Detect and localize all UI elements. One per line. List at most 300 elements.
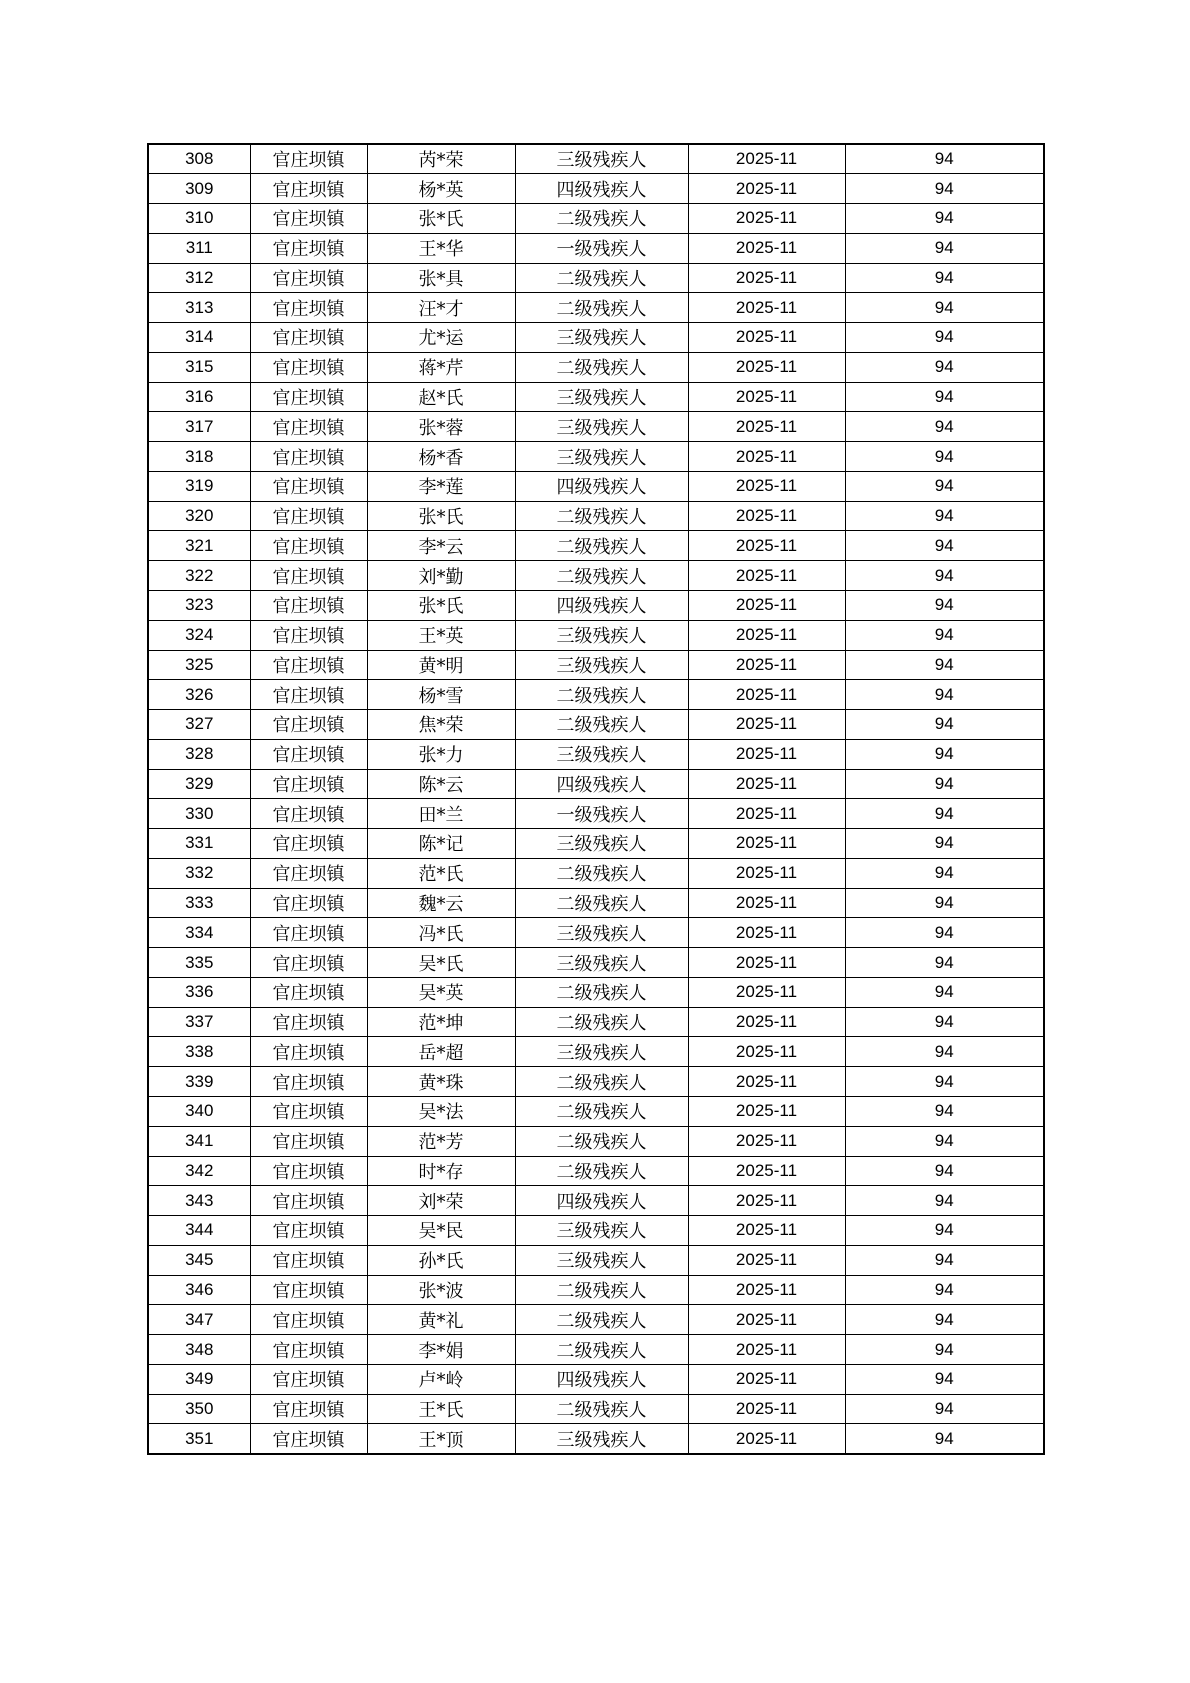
cell-month: 2025-11	[688, 888, 845, 918]
cell-town: 官庄坝镇	[250, 1305, 367, 1335]
cell-index: 349	[148, 1364, 250, 1394]
cell-name: 王*顶	[367, 1424, 515, 1454]
table-row	[148, 1424, 1044, 1454]
cell-level: 二级残疾人	[515, 680, 688, 710]
cell-town: 官庄坝镇	[250, 442, 367, 472]
cell-name: 岳*超	[367, 1037, 515, 1067]
cell-level: 二级残疾人	[515, 1156, 688, 1186]
table-row	[148, 590, 1044, 620]
cell-amount: 94	[845, 442, 1044, 472]
cell-town: 官庄坝镇	[250, 501, 367, 531]
table-row	[148, 1245, 1044, 1275]
cell-level: 二级残疾人	[515, 352, 688, 382]
cell-index: 326	[148, 680, 250, 710]
cell-amount: 94	[845, 1007, 1044, 1037]
cell-town: 官庄坝镇	[250, 263, 367, 293]
cell-town: 官庄坝镇	[250, 977, 367, 1007]
cell-index: 329	[148, 769, 250, 799]
cell-level: 四级残疾人	[515, 769, 688, 799]
cell-name: 王*氏	[367, 1394, 515, 1424]
cell-amount: 94	[845, 263, 1044, 293]
cell-month: 2025-11	[688, 858, 845, 888]
cell-level: 三级残疾人	[515, 1424, 688, 1454]
cell-amount: 94	[845, 501, 1044, 531]
benefits-table	[147, 143, 1045, 1455]
cell-name: 杨*英	[367, 174, 515, 204]
cell-month: 2025-11	[688, 1126, 845, 1156]
cell-amount: 94	[845, 590, 1044, 620]
cell-index: 313	[148, 293, 250, 323]
cell-amount: 94	[845, 680, 1044, 710]
cell-name: 吴*氏	[367, 948, 515, 978]
cell-level: 二级残疾人	[515, 977, 688, 1007]
cell-town: 官庄坝镇	[250, 1126, 367, 1156]
cell-name: 李*云	[367, 531, 515, 561]
cell-name: 刘*勤	[367, 561, 515, 591]
table-row	[148, 1067, 1044, 1097]
cell-month: 2025-11	[688, 590, 845, 620]
table-row	[148, 233, 1044, 263]
cell-level: 一级残疾人	[515, 799, 688, 829]
table-row	[148, 382, 1044, 412]
cell-town: 官庄坝镇	[250, 1097, 367, 1127]
cell-town: 官庄坝镇	[250, 680, 367, 710]
cell-level: 三级残疾人	[515, 1216, 688, 1246]
cell-town: 官庄坝镇	[250, 412, 367, 442]
cell-name: 范*芳	[367, 1126, 515, 1156]
cell-index: 331	[148, 829, 250, 859]
cell-town: 官庄坝镇	[250, 1216, 367, 1246]
cell-month: 2025-11	[688, 382, 845, 412]
cell-level: 二级残疾人	[515, 1305, 688, 1335]
cell-index: 333	[148, 888, 250, 918]
cell-level: 三级残疾人	[515, 829, 688, 859]
cell-amount: 94	[845, 888, 1044, 918]
table-row	[148, 829, 1044, 859]
cell-month: 2025-11	[688, 323, 845, 353]
cell-name: 张*氏	[367, 501, 515, 531]
table-row	[148, 1216, 1044, 1246]
cell-town: 官庄坝镇	[250, 1275, 367, 1305]
cell-level: 二级残疾人	[515, 1007, 688, 1037]
cell-index: 322	[148, 561, 250, 591]
cell-index: 351	[148, 1424, 250, 1454]
cell-amount: 94	[845, 620, 1044, 650]
cell-amount: 94	[845, 323, 1044, 353]
cell-index: 344	[148, 1216, 250, 1246]
cell-amount: 94	[845, 1126, 1044, 1156]
cell-amount: 94	[845, 1394, 1044, 1424]
cell-amount: 94	[845, 858, 1044, 888]
cell-name: 张*蓉	[367, 412, 515, 442]
cell-month: 2025-11	[688, 174, 845, 204]
table-row	[148, 1126, 1044, 1156]
table-row	[148, 918, 1044, 948]
cell-month: 2025-11	[688, 977, 845, 1007]
cell-level: 三级残疾人	[515, 382, 688, 412]
table-row	[148, 1156, 1044, 1186]
cell-month: 2025-11	[688, 471, 845, 501]
cell-name: 张*力	[367, 739, 515, 769]
cell-month: 2025-11	[688, 1424, 845, 1454]
cell-month: 2025-11	[688, 1156, 845, 1186]
cell-month: 2025-11	[688, 233, 845, 263]
cell-amount: 94	[845, 1364, 1044, 1394]
cell-town: 官庄坝镇	[250, 471, 367, 501]
cell-amount: 94	[845, 650, 1044, 680]
cell-name: 吴*民	[367, 1216, 515, 1246]
cell-town: 官庄坝镇	[250, 590, 367, 620]
cell-month: 2025-11	[688, 1216, 845, 1246]
table-row	[148, 948, 1044, 978]
table-row	[148, 1097, 1044, 1127]
table-row	[148, 442, 1044, 472]
cell-amount: 94	[845, 174, 1044, 204]
cell-name: 吴*法	[367, 1097, 515, 1127]
cell-index: 332	[148, 858, 250, 888]
cell-month: 2025-11	[688, 1275, 845, 1305]
cell-index: 323	[148, 590, 250, 620]
cell-name: 魏*云	[367, 888, 515, 918]
cell-level: 二级残疾人	[515, 293, 688, 323]
table-row	[148, 977, 1044, 1007]
cell-month: 2025-11	[688, 501, 845, 531]
table-row	[148, 174, 1044, 204]
cell-amount: 94	[845, 233, 1044, 263]
cell-index: 308	[148, 144, 250, 174]
cell-town: 官庄坝镇	[250, 1394, 367, 1424]
cell-index: 347	[148, 1305, 250, 1335]
cell-amount: 94	[845, 1216, 1044, 1246]
cell-town: 官庄坝镇	[250, 829, 367, 859]
cell-amount: 94	[845, 1186, 1044, 1216]
cell-level: 三级残疾人	[515, 144, 688, 174]
cell-index: 314	[148, 323, 250, 353]
cell-month: 2025-11	[688, 1037, 845, 1067]
cell-month: 2025-11	[688, 1245, 845, 1275]
cell-index: 334	[148, 918, 250, 948]
cell-month: 2025-11	[688, 1394, 845, 1424]
cell-town: 官庄坝镇	[250, 858, 367, 888]
cell-amount: 94	[845, 144, 1044, 174]
cell-name: 蒋*芹	[367, 352, 515, 382]
cell-town: 官庄坝镇	[250, 531, 367, 561]
table-row	[148, 1305, 1044, 1335]
cell-name: 杨*香	[367, 442, 515, 472]
cell-amount: 94	[845, 948, 1044, 978]
cell-amount: 94	[845, 977, 1044, 1007]
cell-level: 二级残疾人	[515, 501, 688, 531]
cell-name: 孙*氏	[367, 1245, 515, 1275]
cell-index: 343	[148, 1186, 250, 1216]
cell-level: 四级残疾人	[515, 471, 688, 501]
cell-index: 324	[148, 620, 250, 650]
cell-name: 赵*氏	[367, 382, 515, 412]
cell-amount: 94	[845, 1305, 1044, 1335]
cell-index: 312	[148, 263, 250, 293]
cell-level: 三级残疾人	[515, 1037, 688, 1067]
cell-index: 336	[148, 977, 250, 1007]
cell-month: 2025-11	[688, 620, 845, 650]
cell-month: 2025-11	[688, 1186, 845, 1216]
cell-amount: 94	[845, 561, 1044, 591]
cell-amount: 94	[845, 1097, 1044, 1127]
cell-level: 三级残疾人	[515, 620, 688, 650]
cell-index: 320	[148, 501, 250, 531]
cell-month: 2025-11	[688, 948, 845, 978]
cell-month: 2025-11	[688, 710, 845, 740]
cell-name: 吴*英	[367, 977, 515, 1007]
cell-town: 官庄坝镇	[250, 1424, 367, 1454]
cell-town: 官庄坝镇	[250, 382, 367, 412]
cell-amount: 94	[845, 918, 1044, 948]
cell-index: 340	[148, 1097, 250, 1127]
cell-name: 尤*运	[367, 323, 515, 353]
table-row	[148, 352, 1044, 382]
cell-index: 338	[148, 1037, 250, 1067]
cell-level: 三级残疾人	[515, 650, 688, 680]
cell-name: 时*存	[367, 1156, 515, 1186]
cell-amount: 94	[845, 204, 1044, 234]
cell-town: 官庄坝镇	[250, 1067, 367, 1097]
cell-town: 官庄坝镇	[250, 799, 367, 829]
cell-name: 黄*礼	[367, 1305, 515, 1335]
table-row	[148, 680, 1044, 710]
table-row	[148, 888, 1044, 918]
cell-index: 346	[148, 1275, 250, 1305]
cell-index: 330	[148, 799, 250, 829]
cell-level: 一级残疾人	[515, 233, 688, 263]
cell-index: 341	[148, 1126, 250, 1156]
cell-name: 张*波	[367, 1275, 515, 1305]
cell-level: 三级残疾人	[515, 1245, 688, 1275]
cell-town: 官庄坝镇	[250, 1335, 367, 1365]
cell-index: 309	[148, 174, 250, 204]
cell-name: 卢*岭	[367, 1364, 515, 1394]
cell-index: 316	[148, 382, 250, 412]
cell-level: 二级残疾人	[515, 858, 688, 888]
cell-month: 2025-11	[688, 799, 845, 829]
cell-town: 官庄坝镇	[250, 1364, 367, 1394]
cell-month: 2025-11	[688, 1067, 845, 1097]
cell-town: 官庄坝镇	[250, 144, 367, 174]
cell-name: 黄*珠	[367, 1067, 515, 1097]
cell-month: 2025-11	[688, 918, 845, 948]
cell-amount: 94	[845, 1335, 1044, 1365]
cell-amount: 94	[845, 1067, 1044, 1097]
cell-month: 2025-11	[688, 531, 845, 561]
cell-amount: 94	[845, 412, 1044, 442]
cell-name: 张*氏	[367, 204, 515, 234]
cell-town: 官庄坝镇	[250, 620, 367, 650]
cell-name: 焦*荣	[367, 710, 515, 740]
cell-name: 芮*荣	[367, 144, 515, 174]
cell-index: 311	[148, 233, 250, 263]
cell-level: 二级残疾人	[515, 263, 688, 293]
table-row	[148, 412, 1044, 442]
table-row	[148, 1186, 1044, 1216]
table-row	[148, 1394, 1044, 1424]
cell-amount: 94	[845, 710, 1044, 740]
cell-amount: 94	[845, 293, 1044, 323]
cell-index: 350	[148, 1394, 250, 1424]
cell-index: 319	[148, 471, 250, 501]
table-row	[148, 1275, 1044, 1305]
cell-amount: 94	[845, 382, 1044, 412]
cell-index: 325	[148, 650, 250, 680]
cell-index: 328	[148, 739, 250, 769]
cell-amount: 94	[845, 739, 1044, 769]
cell-index: 335	[148, 948, 250, 978]
cell-amount: 94	[845, 829, 1044, 859]
cell-level: 二级残疾人	[515, 1126, 688, 1156]
cell-index: 348	[148, 1335, 250, 1365]
cell-level: 三级残疾人	[515, 918, 688, 948]
cell-month: 2025-11	[688, 1364, 845, 1394]
cell-month: 2025-11	[688, 739, 845, 769]
cell-name: 王*英	[367, 620, 515, 650]
cell-town: 官庄坝镇	[250, 1007, 367, 1037]
cell-amount: 94	[845, 471, 1044, 501]
cell-level: 三级残疾人	[515, 323, 688, 353]
cell-month: 2025-11	[688, 650, 845, 680]
cell-town: 官庄坝镇	[250, 948, 367, 978]
table-body	[148, 144, 1044, 1454]
cell-index: 339	[148, 1067, 250, 1097]
cell-index: 310	[148, 204, 250, 234]
cell-month: 2025-11	[688, 293, 845, 323]
cell-level: 二级残疾人	[515, 1275, 688, 1305]
cell-month: 2025-11	[688, 412, 845, 442]
table-row	[148, 739, 1044, 769]
table-row	[148, 1335, 1044, 1365]
cell-month: 2025-11	[688, 204, 845, 234]
table-row	[148, 293, 1044, 323]
cell-level: 四级残疾人	[515, 1186, 688, 1216]
table-row	[148, 620, 1044, 650]
cell-level: 四级残疾人	[515, 590, 688, 620]
cell-town: 官庄坝镇	[250, 739, 367, 769]
cell-name: 田*兰	[367, 799, 515, 829]
cell-name: 张*氏	[367, 590, 515, 620]
cell-town: 官庄坝镇	[250, 1245, 367, 1275]
cell-month: 2025-11	[688, 1335, 845, 1365]
cell-month: 2025-11	[688, 263, 845, 293]
cell-town: 官庄坝镇	[250, 293, 367, 323]
cell-town: 官庄坝镇	[250, 233, 367, 263]
cell-name: 黄*明	[367, 650, 515, 680]
cell-month: 2025-11	[688, 769, 845, 799]
cell-month: 2025-11	[688, 1097, 845, 1127]
cell-town: 官庄坝镇	[250, 1156, 367, 1186]
cell-town: 官庄坝镇	[250, 918, 367, 948]
cell-index: 318	[148, 442, 250, 472]
table-row	[148, 501, 1044, 531]
cell-level: 四级残疾人	[515, 174, 688, 204]
cell-level: 二级残疾人	[515, 888, 688, 918]
cell-name: 杨*雪	[367, 680, 515, 710]
cell-month: 2025-11	[688, 1305, 845, 1335]
cell-index: 345	[148, 1245, 250, 1275]
cell-level: 二级残疾人	[515, 1394, 688, 1424]
cell-month: 2025-11	[688, 1007, 845, 1037]
cell-month: 2025-11	[688, 144, 845, 174]
cell-name: 陈*记	[367, 829, 515, 859]
cell-month: 2025-11	[688, 561, 845, 591]
cell-town: 官庄坝镇	[250, 888, 367, 918]
cell-level: 三级残疾人	[515, 412, 688, 442]
cell-amount: 94	[845, 352, 1044, 382]
table-row	[148, 769, 1044, 799]
cell-town: 官庄坝镇	[250, 204, 367, 234]
cell-name: 王*华	[367, 233, 515, 263]
cell-name: 张*具	[367, 263, 515, 293]
cell-town: 官庄坝镇	[250, 323, 367, 353]
table-row	[148, 204, 1044, 234]
cell-month: 2025-11	[688, 442, 845, 472]
cell-amount: 94	[845, 531, 1044, 561]
cell-amount: 94	[845, 1424, 1044, 1454]
table-row	[148, 531, 1044, 561]
cell-name: 李*娟	[367, 1335, 515, 1365]
table-row	[148, 144, 1044, 174]
table-row	[148, 1037, 1044, 1067]
cell-level: 三级残疾人	[515, 739, 688, 769]
cell-level: 二级残疾人	[515, 710, 688, 740]
table-row	[148, 710, 1044, 740]
cell-name: 李*莲	[367, 471, 515, 501]
cell-town: 官庄坝镇	[250, 1037, 367, 1067]
cell-town: 官庄坝镇	[250, 174, 367, 204]
table-row	[148, 263, 1044, 293]
cell-name: 冯*氏	[367, 918, 515, 948]
cell-index: 321	[148, 531, 250, 561]
cell-name: 范*氏	[367, 858, 515, 888]
cell-amount: 94	[845, 1037, 1044, 1067]
cell-level: 二级残疾人	[515, 1097, 688, 1127]
table-row	[148, 650, 1044, 680]
cell-town: 官庄坝镇	[250, 561, 367, 591]
cell-month: 2025-11	[688, 680, 845, 710]
cell-town: 官庄坝镇	[250, 352, 367, 382]
table-row	[148, 1007, 1044, 1037]
table-row	[148, 1364, 1044, 1394]
cell-town: 官庄坝镇	[250, 650, 367, 680]
cell-name: 陈*云	[367, 769, 515, 799]
table-row	[148, 471, 1044, 501]
cell-level: 二级残疾人	[515, 1335, 688, 1365]
cell-town: 官庄坝镇	[250, 710, 367, 740]
cell-name: 范*坤	[367, 1007, 515, 1037]
table-row	[148, 323, 1044, 353]
cell-level: 二级残疾人	[515, 204, 688, 234]
cell-level: 三级残疾人	[515, 442, 688, 472]
cell-level: 二级残疾人	[515, 561, 688, 591]
cell-name: 刘*荣	[367, 1186, 515, 1216]
cell-index: 342	[148, 1156, 250, 1186]
table-row	[148, 799, 1044, 829]
cell-index: 315	[148, 352, 250, 382]
cell-amount: 94	[845, 1245, 1044, 1275]
cell-index: 317	[148, 412, 250, 442]
table-row	[148, 561, 1044, 591]
cell-index: 337	[148, 1007, 250, 1037]
cell-month: 2025-11	[688, 352, 845, 382]
cell-town: 官庄坝镇	[250, 769, 367, 799]
cell-amount: 94	[845, 799, 1044, 829]
cell-amount: 94	[845, 1156, 1044, 1186]
cell-amount: 94	[845, 1275, 1044, 1305]
